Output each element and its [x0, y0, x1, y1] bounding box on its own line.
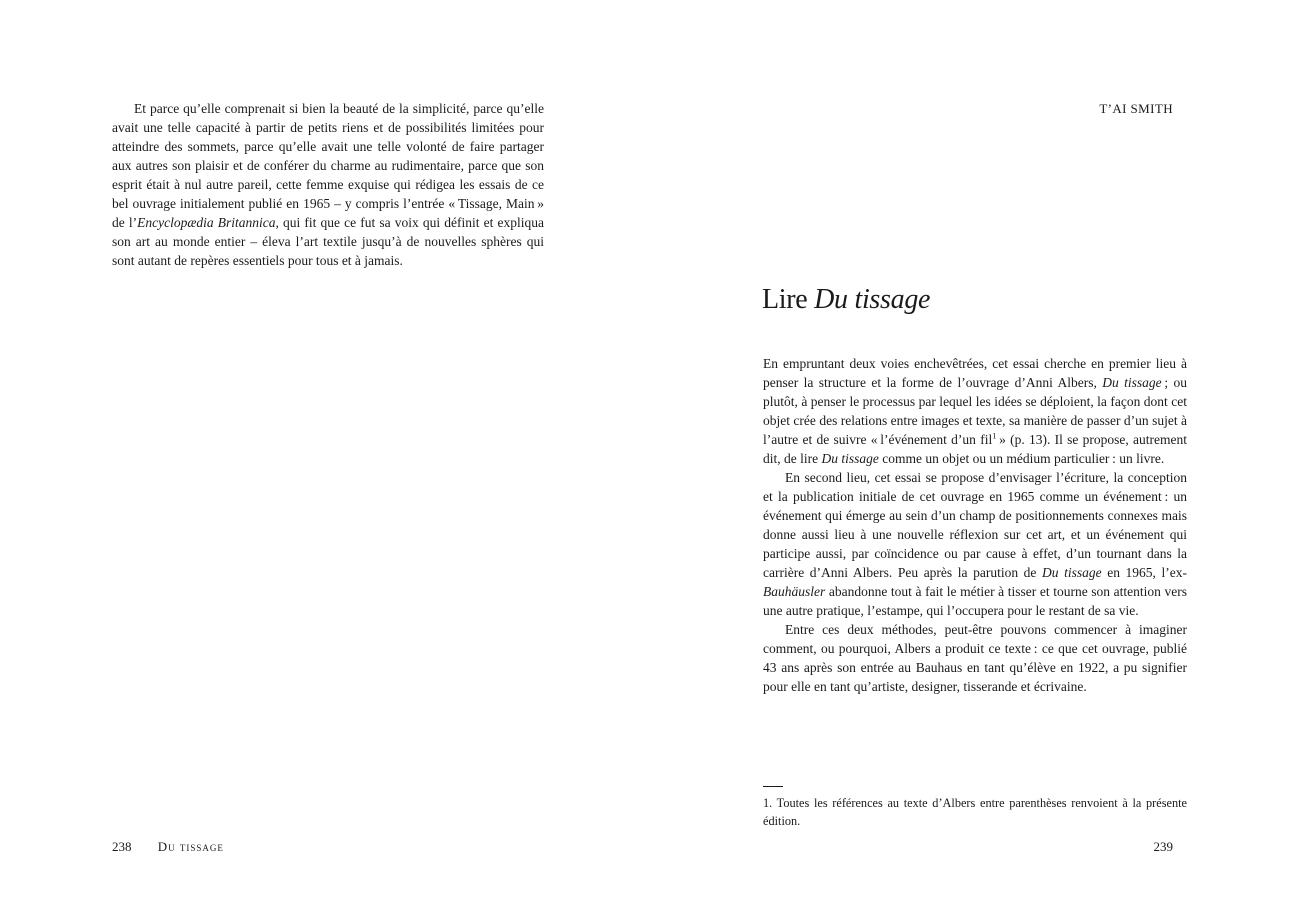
- footnote-area: [763, 786, 1187, 830]
- footnote-rule: [763, 786, 783, 787]
- left-page-footer: [112, 839, 224, 855]
- body-paragraph: En second lieu, cet essai se propose d’envisager l’écriture, la conception et la publication initiale de cet ouvrage en 1965 comme un événement : un événement qui émerge au sein d’un champ de positionnements connexes mais donne aussi lieu à une nouvelle réflexion sur cet art, et un événement qui participe aussi, par coïncidence ou par cause à effet, d’un tournant dans la carrière d’Anni Albers. Peu après la parution de Du tissage en 1965, l’ex-Bauhäusler abandonne tout à fait le métier à tisser et tourne son attention vers une autre pratique, l’estampe, qui l’occupera pour le restant de sa vie.: [763, 470, 1188, 618]
- page-number-right: 239: [1153, 839, 1173, 854]
- page-number-left: 238: [112, 839, 132, 854]
- running-footer-book-title: Du tissage: [157, 839, 224, 854]
- left-page-body: [112, 99, 544, 270]
- chapter-title: Lire Du tissage: [762, 284, 931, 315]
- footnote-text: 1. Toutes les références au texte d’Albers entre parenthèses renvoient à la présente édition.: [763, 796, 1187, 828]
- right-page-body: [763, 354, 1187, 696]
- right-page-column: [763, 354, 1187, 830]
- body-paragraph: En empruntant deux voies enchevêtrées, cet essai cherche en premier lieu à penser la structure et la forme de l’ouvrage d’Anni Albers, Du tissage ; ou plutôt, à penser le processus par lequel les idées se déploient, la façon dont cet objet crée des relations entre images et texte, sa manière de passer d’un sujet à l’autre et de suivre « l’événement d’un fil$^1$ » (p. 13). Il se propose, autrement dit, de lire Du tissage comme un objet ou un médium particulier : un livre.: [763, 356, 1187, 466]
- body-paragraph: Entre ces deux méthodes, peut-être pouvons commencer à imaginer comment, ou pourquoi, Albers a produit ce texte : ce que cet ouvrage, publié 43 ans après son entrée au Bauhaus en tant qu’élève en 1922, a pu signifier pour elle en tant qu’artiste, designer, tisserande et écrivaine.: [763, 622, 1187, 694]
- running-head-author: T’AI SMITH: [1099, 101, 1173, 116]
- body-paragraph: Et parce qu’elle comprenait si bien la beauté de la simplicité, parce qu’elle avait une telle capacité à partir de petits riens et de possibilités limitées pour atteindre des sommets, parce qu’elle avait une telle volonté de faire partager aux autres son plaisir et de conférer du charme au rudimentaire, parce que son esprit était à nul autre pareil, cette femme exquise qui rédigea les essais de ce bel ouvrage initialement publié en 1965 – y compris l’entrée « Tissage, Main » de l’Encyclopædia Britannica, qui fit que ce fut sa voix qui définit et expliqua son art au monde entier – éleva l’art textile jusqu’à de nouvelles sphères qui sont autant de repères essentiels pour tous et à jamais.: [112, 101, 544, 268]
